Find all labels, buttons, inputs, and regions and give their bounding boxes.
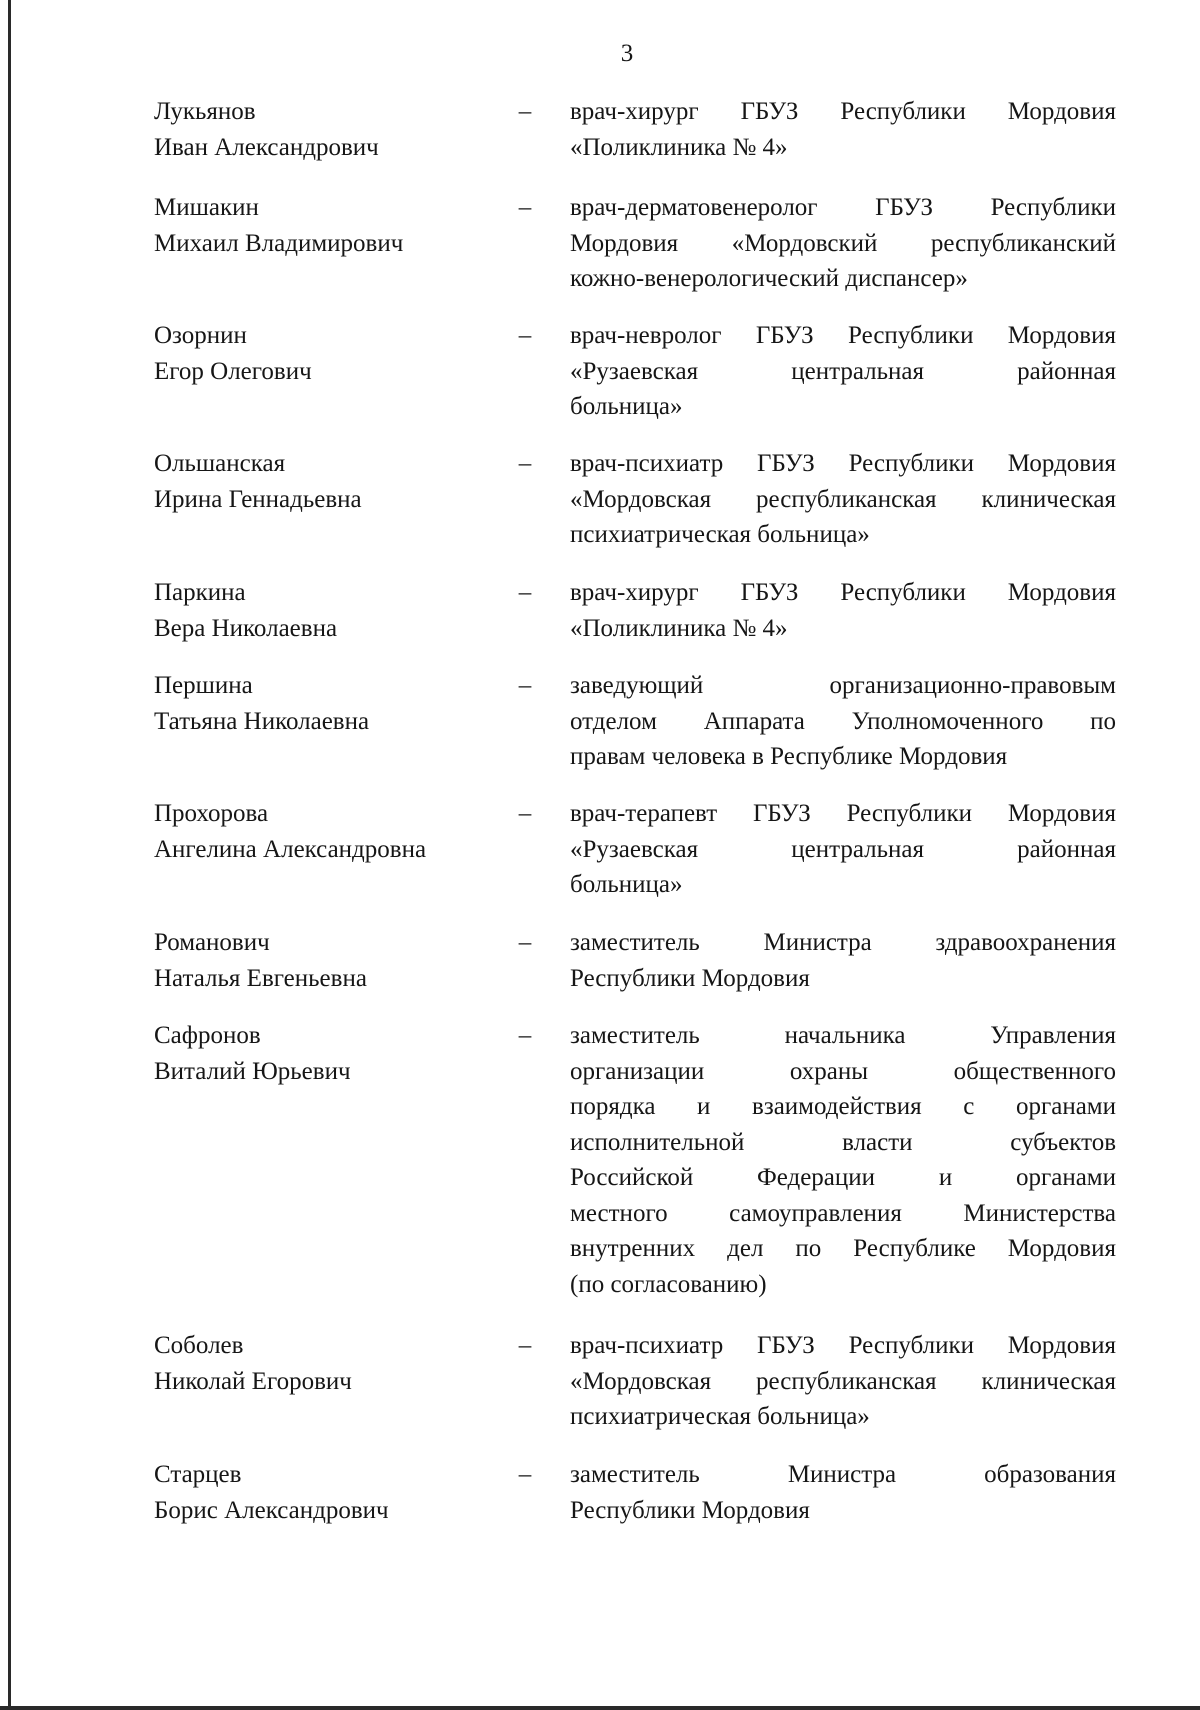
separator-dash: –	[518, 672, 532, 699]
member-surname: Ольшанская	[154, 450, 286, 477]
separator-dash: –	[518, 1022, 532, 1049]
position-line: «Мордовская республиканская клиническая	[570, 1367, 1116, 1395]
member-surname: Озорнин	[154, 322, 247, 349]
position-line: отделом Аппарата Уполномоченного по	[570, 707, 1116, 735]
position-line: «Рузаевская центральная районная	[570, 835, 1116, 863]
position-line: местного самоуправления Министерства	[570, 1199, 1116, 1227]
member-surname: Сафронов	[154, 1022, 261, 1049]
separator-dash: –	[518, 322, 532, 349]
position-line: правам человека в Республике Мордовия	[570, 743, 1008, 770]
member-name	[154, 1457, 494, 1528]
position-line: «Мордовская республиканская клиническая	[570, 485, 1116, 513]
member-given-name: Николай Егорович	[154, 1367, 352, 1395]
member-position	[570, 1018, 1116, 1302]
member-name	[154, 1328, 494, 1399]
separator-dash: –	[518, 800, 532, 827]
member-name	[154, 796, 494, 867]
page-number: 3	[620, 40, 634, 67]
position-line: заместитель Министра образования	[570, 1461, 1116, 1488]
position-line: порядка и взаимодействия с органами	[570, 1093, 1116, 1120]
member-surname: Мишакин	[154, 194, 259, 221]
member-surname: Лукьянов	[154, 98, 256, 125]
member-surname: Паркина	[154, 579, 246, 606]
member-given-name: Михаил Владимирович	[154, 229, 404, 257]
position-line: внутренних дел по Республике Мордовия	[570, 1235, 1116, 1262]
position-line: «Поликлиника № 4»	[570, 614, 788, 642]
member-given-name: Татьяна Николаевна	[154, 707, 370, 735]
position-line: заведующий организационно-правовым	[570, 672, 1116, 699]
separator-dash: –	[518, 1332, 532, 1359]
position-line: исполнительной власти субъектов	[570, 1128, 1116, 1156]
member-given-name: Борис Александрович	[154, 1496, 389, 1524]
position-line: врач-хирург ГБУЗ Республики Мордовия	[570, 579, 1116, 606]
separator-dash: –	[518, 450, 532, 477]
member-surname: Старцев	[154, 1461, 242, 1488]
position-line: (по согласованию)	[570, 1270, 767, 1298]
member-given-name: Наталья Евгеньевна	[154, 964, 367, 992]
member-position	[570, 575, 1116, 646]
position-line: «Поликлиника № 4»	[570, 133, 788, 161]
position-line: врач-хирург ГБУЗ Республики Мордовия	[570, 98, 1116, 125]
position-line: заместитель Министра здравоохранения	[570, 929, 1116, 956]
position-line: врач-невролог ГБУЗ Республики Мордовия	[570, 322, 1116, 349]
separator-dash: –	[518, 1461, 532, 1488]
member-position	[570, 446, 1116, 553]
position-line: организации охраны общественного	[570, 1057, 1116, 1085]
scan-left-edge	[8, 0, 11, 1710]
member-name	[154, 668, 494, 739]
member-given-name: Иван Александрович	[154, 133, 379, 161]
member-name	[154, 1018, 494, 1089]
member-name	[154, 318, 494, 389]
member-position	[570, 94, 1116, 165]
member-surname: Прохорова	[154, 800, 269, 827]
position-line: Российской Федерации и органами	[570, 1164, 1116, 1191]
member-position	[570, 318, 1116, 425]
position-line: Республики Мордовия	[570, 964, 810, 992]
member-position	[570, 668, 1116, 775]
member-name	[154, 94, 494, 165]
member-surname: Першина	[154, 672, 253, 699]
member-given-name: Вера Николаевна	[154, 614, 338, 642]
member-given-name: Виталий Юрьевич	[154, 1057, 351, 1085]
separator-dash: –	[518, 98, 532, 125]
position-line: больница»	[570, 393, 683, 420]
member-surname: Соболев	[154, 1332, 244, 1359]
member-name	[154, 446, 494, 517]
separator-dash: –	[518, 194, 532, 221]
position-line: «Рузаевская центральная районная	[570, 357, 1116, 385]
position-line: заместитель начальника Управления	[570, 1022, 1116, 1049]
position-line: Мордовия «Мордовский республиканский	[570, 229, 1116, 257]
position-line: психиатрическая больница»	[570, 521, 870, 548]
member-position	[570, 1457, 1116, 1528]
position-line: Республики Мордовия	[570, 1496, 810, 1524]
member-given-name: Ирина Геннадьевна	[154, 485, 362, 513]
member-surname: Романович	[154, 929, 270, 956]
member-name	[154, 190, 494, 261]
member-position	[570, 925, 1116, 996]
member-name	[154, 575, 494, 646]
position-line: кожно-венерологический диспансер»	[570, 265, 968, 292]
scan-bottom-edge	[0, 1706, 1200, 1710]
position-line: врач-психиатр ГБУЗ Республики Мордовия	[570, 450, 1116, 477]
member-name	[154, 925, 494, 996]
position-line: врач-терапевт ГБУЗ Республики Мордовия	[570, 800, 1116, 827]
member-position	[570, 190, 1116, 297]
member-given-name: Егор Олегович	[154, 357, 312, 385]
position-line: врач-психиатр ГБУЗ Республики Мордовия	[570, 1332, 1116, 1359]
separator-dash: –	[518, 929, 532, 956]
position-line: больница»	[570, 871, 683, 898]
member-position	[570, 796, 1116, 903]
separator-dash: –	[518, 579, 532, 606]
member-position	[570, 1328, 1116, 1435]
position-line: психиатрическая больница»	[570, 1403, 870, 1430]
member-given-name: Ангелина Александровна	[154, 835, 427, 863]
position-line: врач-дерматовенеролог ГБУЗ Республики	[570, 194, 1116, 221]
